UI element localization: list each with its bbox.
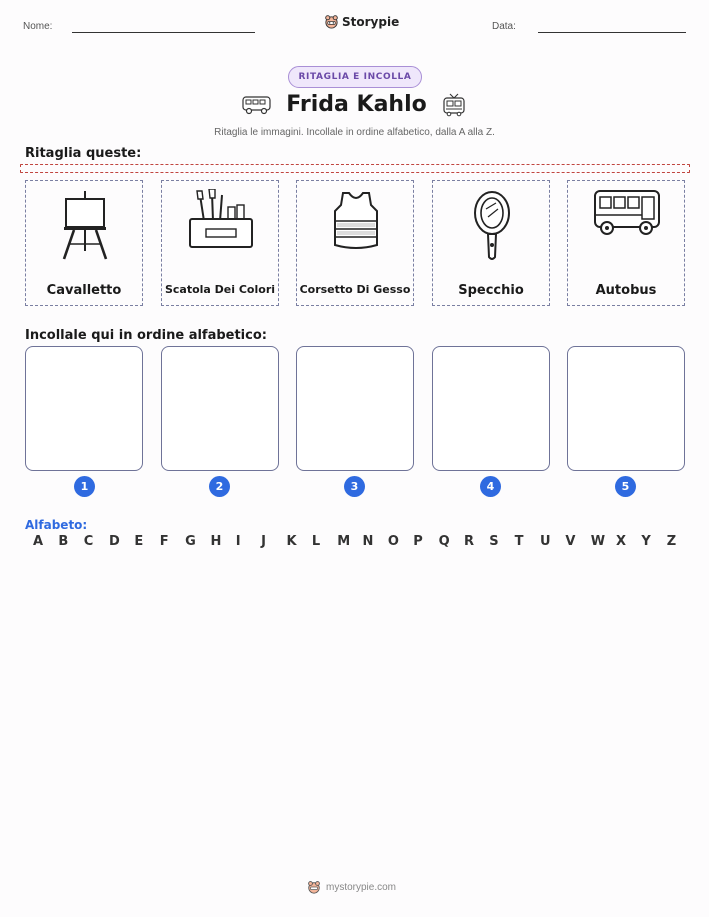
slot-number-badge: 4 [480,476,501,497]
alphabet-letter: Z [666,534,677,549]
card-label: Specchio [458,283,524,298]
alphabet-letter: N [362,534,374,549]
bus-icon [242,95,272,115]
storypie-logo [324,14,399,29]
alphabet-letter: V [565,534,576,549]
alphabet-letter: I [235,534,241,549]
alphabet-letter: B [58,534,69,549]
alphabet-letter: E [134,534,144,549]
card-label: Cavalletto [46,283,122,298]
tram-icon [441,93,467,117]
alphabet-letter: K [286,534,297,549]
date-line[interactable] [538,32,686,33]
alphabet-letter: G [185,534,196,549]
brand-name: Storypie [342,14,400,29]
alphabet-letter: U [540,534,551,549]
cut-guide-line [20,164,690,173]
corset-icon [321,189,391,269]
footer-url: mystorypie.com [326,881,397,893]
activity-badge: RITAGLIA E INCOLLA [288,66,422,88]
name-line[interactable] [72,32,255,33]
storypie-mascot-icon [324,14,339,29]
card-label: Corsetto Di Gesso [299,283,411,296]
easel-icon [50,189,120,269]
cut-section-title: Ritaglia queste: [25,146,142,161]
paste-section-title: Incollale qui in ordine alfabetico: [25,328,267,343]
paste-slot-1[interactable] [25,346,143,471]
name-label: Nome: [23,21,53,32]
footer [307,880,396,894]
alphabet-letter: C [83,534,94,549]
cut-card-autobus[interactable] [567,180,685,306]
alphabet-letter: O [387,534,399,549]
title-row [0,92,709,117]
alphabet-letter: A [33,534,44,549]
card-label: Autobus [595,283,657,298]
alphabet-letter: H [210,534,222,549]
cut-card-cavalletto[interactable] [25,180,143,306]
paste-slot-2[interactable] [161,346,279,471]
alphabet-letter: R [463,534,474,549]
alphabet-letter: W [590,534,606,549]
storypie-mascot-icon [307,880,321,894]
card-label: Scatola Dei Colori [164,283,276,296]
cut-card-scatola-dei-colori[interactable] [161,180,279,306]
alphabet-letter: D [109,534,120,549]
alphabet-letter: L [311,534,321,549]
alphabet-title: Alfabeto: [25,518,88,532]
paste-slot-5[interactable] [567,346,685,471]
alphabet-letter: Y [641,534,651,549]
cut-card-corsetto-di-gesso[interactable] [296,180,414,306]
alphabet-letter: T [514,534,524,549]
alphabet-letter: Q [438,534,450,549]
page-title: Frida Kahlo [286,92,427,117]
slot-number-badge: 3 [344,476,365,497]
date-label: Data: [492,21,516,32]
alphabet-letter: M [337,534,351,549]
alphabet-letter: J [261,534,266,549]
paste-slot-3[interactable] [296,346,414,471]
slot-number-badge: 1 [74,476,95,497]
paste-slot-4[interactable] [432,346,550,471]
cut-card-specchio[interactable] [432,180,550,306]
alphabet-letter: S [489,534,499,549]
alphabet-letter: F [159,534,169,549]
alphabet-letter: X [616,534,627,549]
instructions: Ritaglia le immagini. Incollale in ordine alfabetico, dalla A alla Z. [214,127,495,138]
alphabet-letter: P [413,534,423,549]
slot-number-badge: 2 [209,476,230,497]
mirror-icon [457,189,527,269]
slot-number-badge: 5 [615,476,636,497]
bus-icon [592,189,662,269]
paint-box-icon [186,189,256,269]
